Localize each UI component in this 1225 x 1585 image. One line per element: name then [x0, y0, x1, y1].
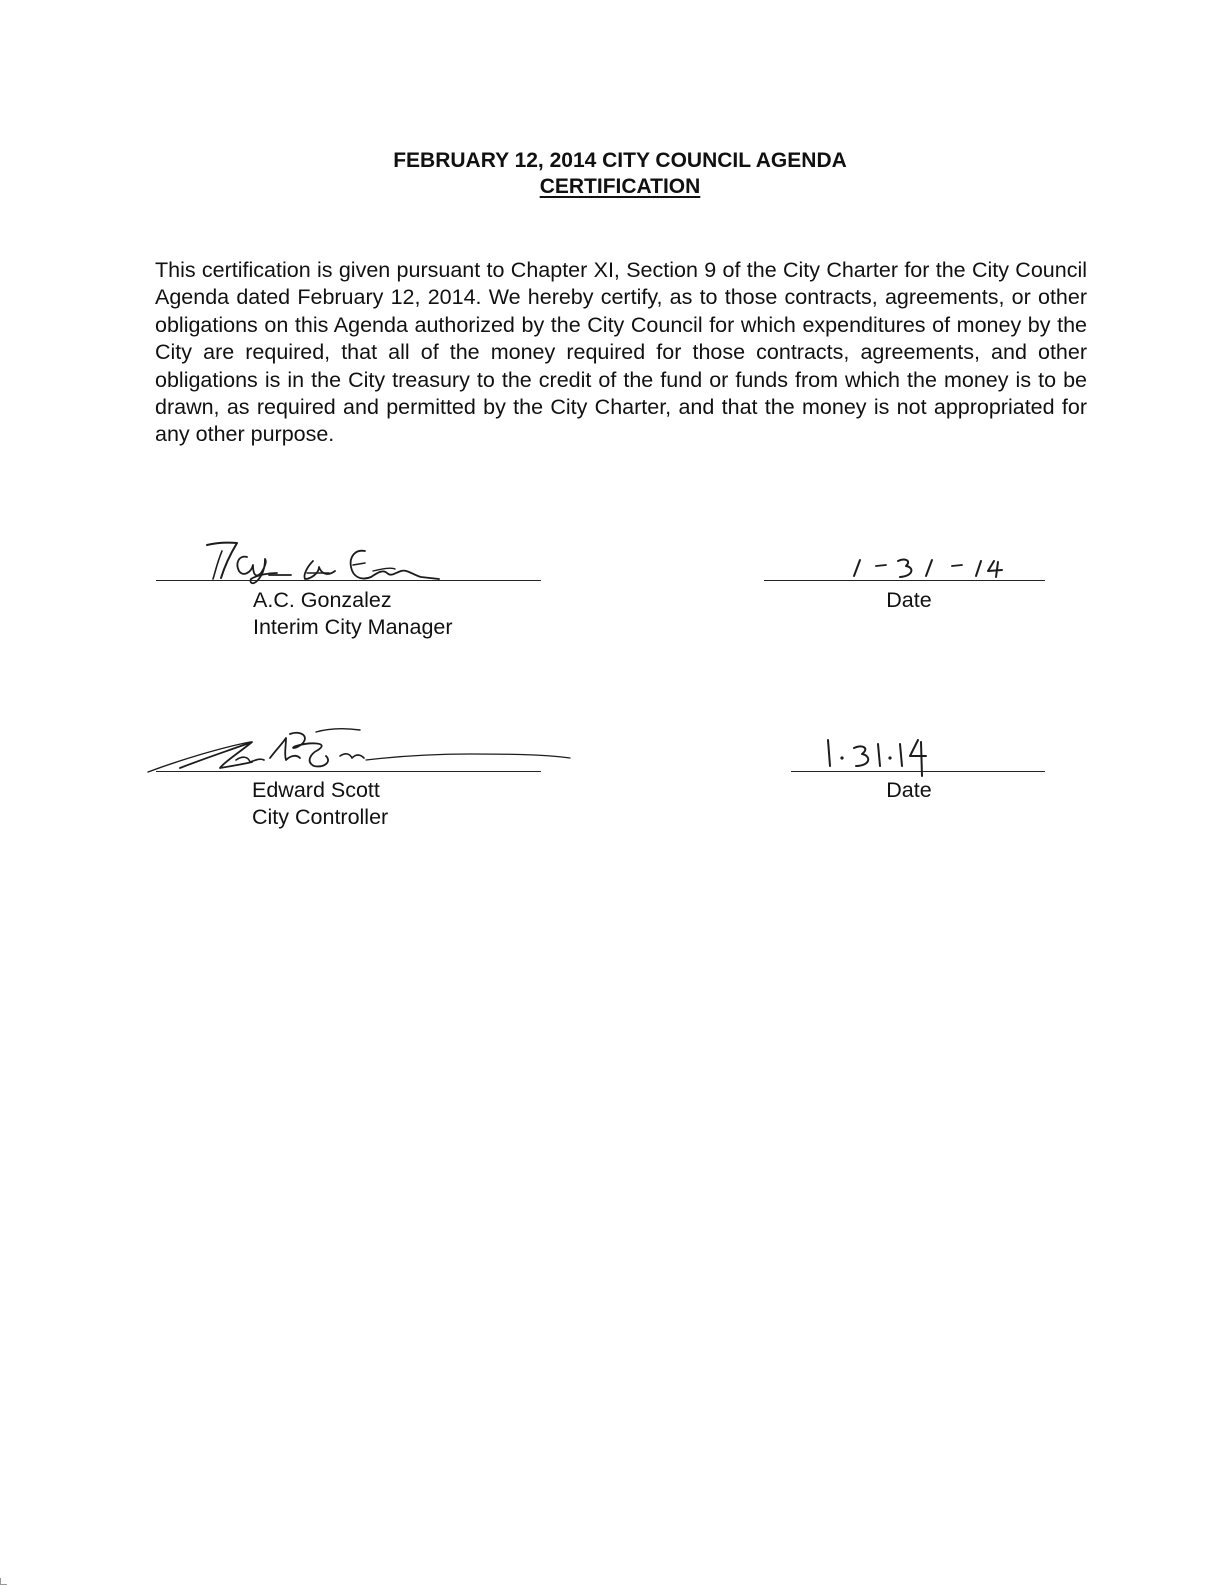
signatory-role-gonzalez: Interim City Manager	[253, 615, 453, 639]
certification-text: This certification is given pursuant to Chapter XI, Section 9 of the City Charter for the City Council Agenda dated February 12, 2014. We hereby certify, as to those contracts, agreements, or other obligations on this Agenda authorized by the City Council for which expenditures of money by the City are required, that all of the money required for those contracts, agreements, and other obligations is in the City treasury to the credit of the fund or funds from which the money is to be drawn, as required and permitted by the City Charter, and that the money is not appropriated for any other purpose.	[155, 258, 1087, 447]
signatory-name-gonzalez: A.C. Gonzalez	[253, 588, 392, 612]
signature-line-city-controller	[156, 771, 541, 772]
date-label-city-controller: Date	[886, 778, 932, 802]
date-line-city-controller	[791, 771, 1045, 772]
date-label-city-manager: Date	[886, 588, 932, 612]
document-subtitle	[0, 174, 1225, 200]
signature-gonzalez	[195, 533, 495, 593]
document-subtitle-text: CERTIFICATION	[539, 175, 701, 198]
signatory-role-scott: City Controller	[252, 805, 389, 829]
signatory-name-scott: Edward Scott	[252, 778, 380, 802]
handwritten-date-gonzalez	[840, 552, 1010, 582]
scan-corner-mark	[0, 1578, 7, 1585]
signature-line-city-manager	[156, 580, 541, 581]
document-title: FEBRUARY 12, 2014 CITY COUNCIL AGENDA	[393, 149, 847, 172]
date-line-city-manager	[764, 580, 1045, 581]
